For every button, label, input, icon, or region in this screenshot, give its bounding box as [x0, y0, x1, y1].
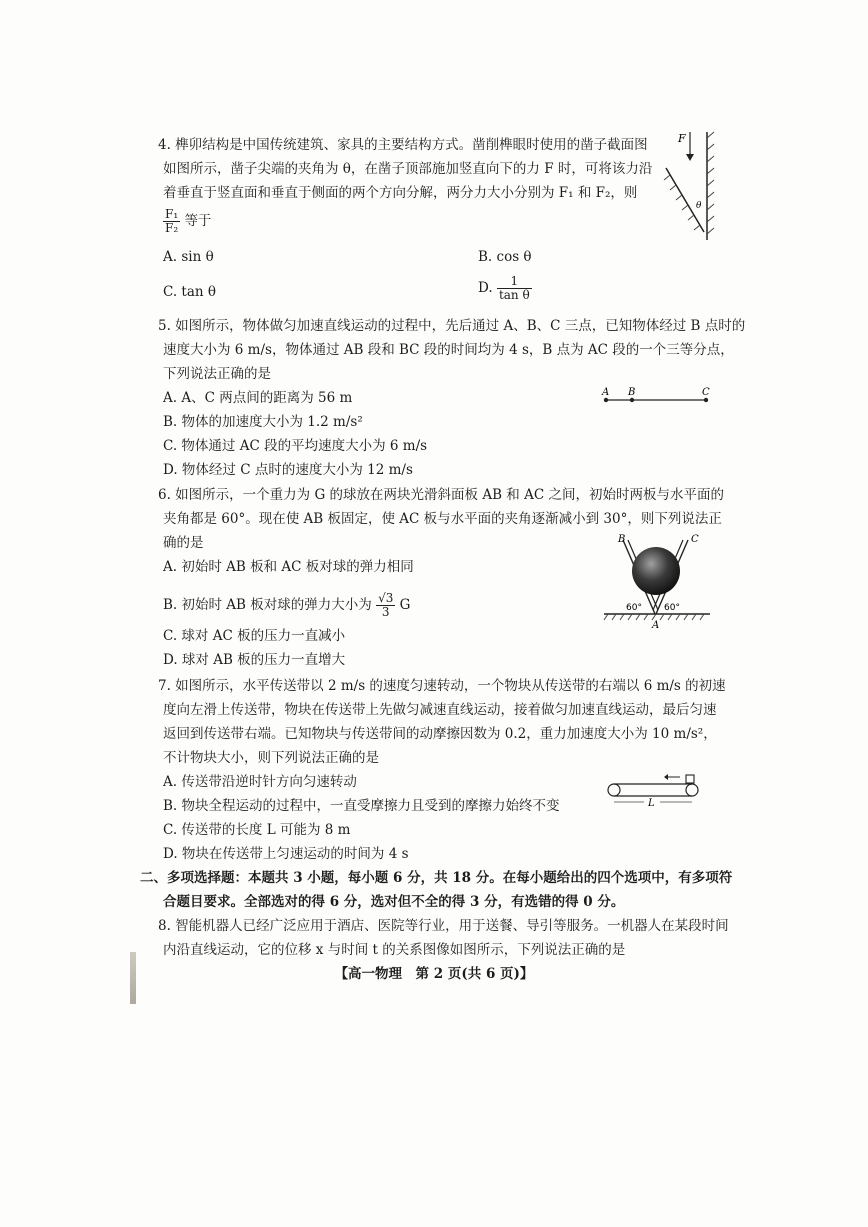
- q6-line-1: 6. 如图所示，一个重力为 G 的球放在两块光滑斜面板 AB 和 AC 之间，初始时两板与水平面的: [158, 487, 724, 503]
- q7-option-a: A. 传送带沿逆时针方向匀速转动: [163, 774, 357, 790]
- section-2-header-line-1: 二、多项选择题：本题共 3 小题，每小题 6 分，共 18 分。在每小题给出的四个选项中，有多项符: [140, 870, 733, 886]
- q6-option-b: [163, 592, 410, 619]
- q4-line-3: 着垂直于竖直面和垂直于侧面的两个方向分解，两分力大小分别为 F₁ 和 F₂，则: [163, 185, 638, 201]
- q4-frac-num: F₁: [165, 207, 179, 221]
- q7-option-b: B. 物块全程运动的过程中，一直受摩擦力且受到的摩擦力始终不变: [163, 798, 560, 814]
- q4-fig-label-theta: θ: [696, 201, 702, 211]
- q5-line-1: 5. 如图所示，物体做匀加速直线运动的过程中，先后通过 A、B、C 三点，已知物体经过 B 点时的: [158, 318, 746, 334]
- q4-chisel-figure: [662, 128, 722, 248]
- q4-fraction: [163, 208, 180, 235]
- q6-option-b-fraction: [376, 592, 395, 619]
- q4-line-1: 4. 榫卯结构是中国传统建筑、家具的主要结构方式。凿削榫眼时使用的凿子截面图: [158, 137, 648, 153]
- q6-line-2: 夹角都是 60°。现在使 AB 板固定，使 AC 板与水平面的夹角逐渐减小到 30°，则下列说法正: [163, 511, 722, 527]
- q4-fig-label-f: F: [678, 132, 686, 145]
- q6-line-3: 确的是: [163, 535, 204, 551]
- q6-option-b-prefix: B. 初始时 AB 板对球的弹力大小为: [163, 597, 372, 613]
- q4-frac-den: F₂: [165, 221, 179, 235]
- q4-line-2: 如图所示，凿子尖端的夹角为 θ，在凿子顶部施加竖直向下的力 F 时，可将该力沿: [163, 161, 653, 177]
- q4-line-4: [163, 208, 211, 235]
- q5-abc-figure: [598, 384, 716, 406]
- q6-b-num: √3: [378, 591, 394, 605]
- q6-fig-angle-right: 60°: [664, 603, 680, 613]
- q4-option-d-fraction: [497, 275, 532, 302]
- q4-option-b: B. cos θ: [478, 249, 532, 265]
- q7-conveyor-figure: [604, 770, 704, 808]
- q7-option-c: C. 传送带的长度 L 可能为 8 m: [163, 822, 351, 838]
- q5-line-2: 速度大小为 6 m/s，物体通过 AB 段和 BC 段的时间均为 4 s，B 点为 AC 段的一个三等分点，: [163, 342, 734, 358]
- q5-line-3: 下列说法正确的是: [163, 366, 271, 382]
- q6-option-c: C. 球对 AC 板的压力一直减小: [163, 628, 346, 644]
- q6-ball-figure: [600, 530, 715, 630]
- q5-fig-label-a: A: [602, 387, 610, 398]
- q6-option-a: A. 初始时 AB 板和 AC 板对球的弹力相同: [163, 559, 414, 575]
- q6-fig-label-c: C: [691, 534, 699, 545]
- q4-line-4-tail: 等于: [184, 213, 212, 229]
- q8-line-2: 内沿直线运动，它的位移 x 与时间 t 的关系图像如图所示，下列说法正确的是: [163, 942, 626, 958]
- q7-option-d: D. 物块在传送带上匀速运动的时间为 4 s: [163, 846, 409, 862]
- q7-line-3: 返回到传送带右端。已知物块与传送带间的动摩擦因数为 0.2，重力加速度大小为 10 m/s²，: [163, 726, 717, 742]
- q6-fig-label-a: A: [652, 620, 660, 630]
- q4-option-a: A. sin θ: [163, 249, 214, 265]
- q4-d-num: 1: [497, 275, 532, 289]
- q6-option-b-suffix: G: [399, 597, 411, 613]
- q7-line-1: 7. 如图所示，水平传送带以 2 m/s 的速度匀速转动，一个物块从传送带的右端以 6 m/s 的初速: [158, 678, 726, 694]
- q4-option-d: [478, 275, 532, 302]
- q6-fig-angle-left: 60°: [626, 603, 642, 613]
- q7-line-4: 不计物块大小，则下列说法正确的是: [163, 750, 379, 766]
- q5-option-b: B. 物体的加速度大小为 1.2 m/s²: [163, 414, 363, 430]
- q5-option-a: A. A、C 两点间的距离为 56 m: [163, 390, 353, 406]
- q7-line-2: 度向左滑上传送带，物块在传送带上先做匀减速直线运动，接着做匀加速直线运动，最后匀速: [163, 702, 717, 718]
- q6-option-d: D. 球对 AB 板的压力一直增大: [163, 652, 346, 668]
- q6-b-den: 3: [381, 605, 390, 619]
- section-2-header-line-2: 合题目要求。全部选对的得 6 分，选对但不全的得 3 分，有选错的得 0 分。: [163, 894, 625, 910]
- q4-d-den: tan θ: [498, 288, 530, 302]
- q8-line-1: 8. 智能机器人已经广泛应用于酒店、医院等行业，用于送餐、导引等服务。一机器人在某段时间: [158, 918, 729, 934]
- q4-option-c: C. tan θ: [163, 284, 217, 300]
- q4-option-d-prefix: D.: [478, 280, 493, 296]
- q5-fig-label-b: B: [628, 387, 636, 398]
- q6-fig-label-b: B: [618, 534, 626, 545]
- q5-option-d: D. 物体经过 C 点时的速度大小为 12 m/s: [163, 462, 413, 478]
- q5-option-c: C. 物体通过 AC 段的平均速度大小为 6 m/s: [163, 438, 428, 454]
- page-footer: 【高一物理 第 2 页(共 6 页)】: [334, 966, 534, 982]
- q7-fig-label-l: L: [648, 798, 655, 808]
- q5-fig-label-c: C: [702, 387, 710, 398]
